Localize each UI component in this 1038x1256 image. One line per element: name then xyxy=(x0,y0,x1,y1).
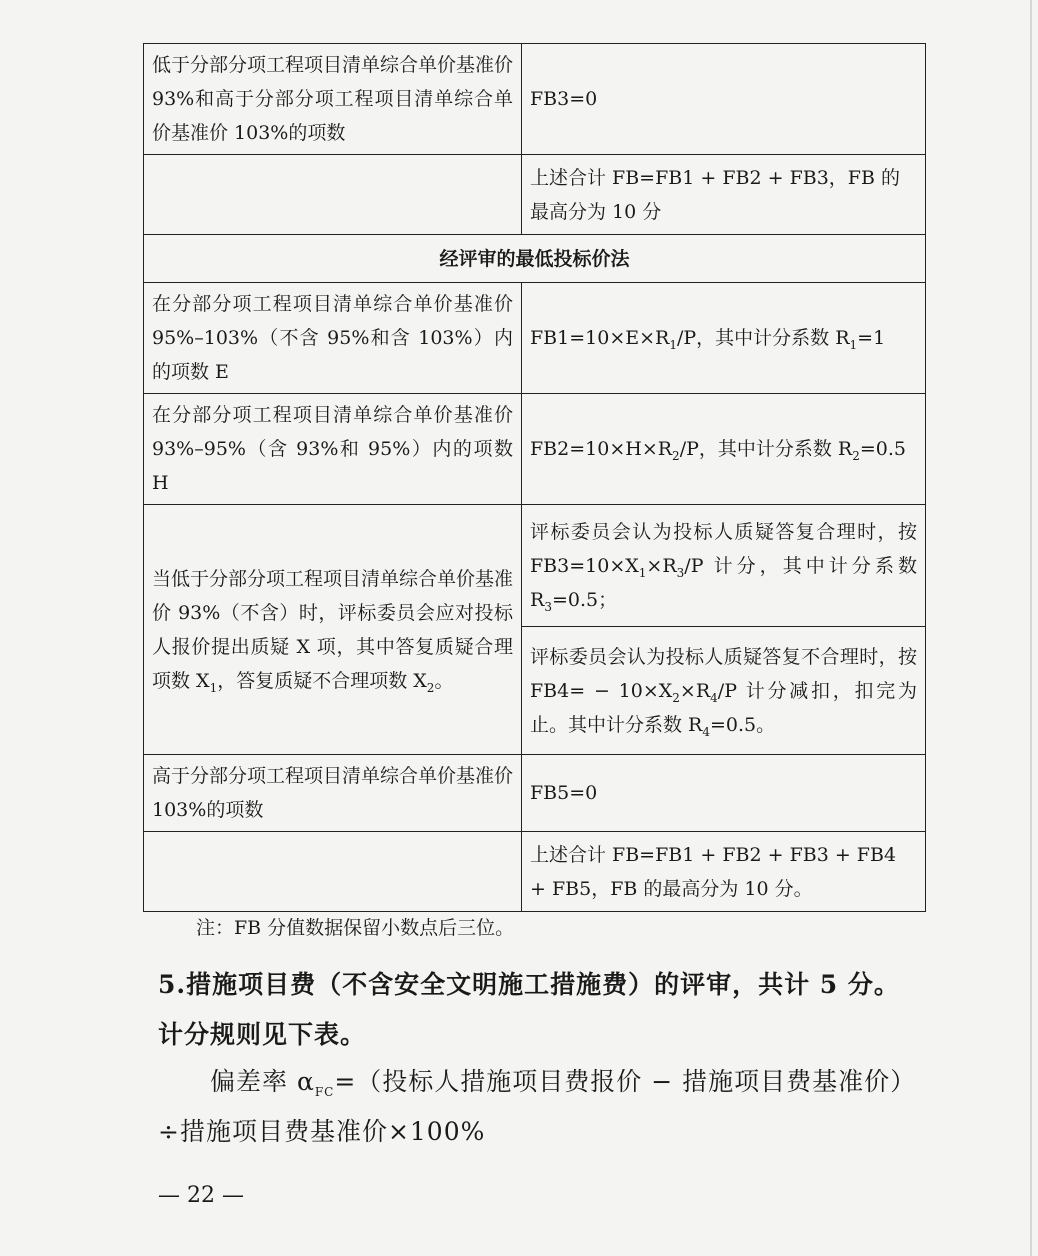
formula-part: =0.5； xyxy=(551,588,618,611)
formula-part: /P 计分减扣，扣完为止。其中计分系数 R xyxy=(530,679,917,736)
table-cell: 上述合计 FB=FB1 + FB2 + FB3 + FB4 + FB5，FB 的最高分为 10 分。 xyxy=(522,832,926,912)
table-row xyxy=(144,394,926,505)
table-row xyxy=(144,505,926,627)
formula-line1 xyxy=(210,1062,916,1098)
page-number: — 22 — xyxy=(158,1183,244,1208)
table-cell xyxy=(522,505,926,627)
subscript: 2 xyxy=(672,690,680,705)
table-cell: 上述合计 FB=FB1 + FB2 + FB3，FB 的最高分为 10 分 xyxy=(522,155,926,235)
table-row xyxy=(144,155,926,235)
table-cell: 在分部分项工程项目清单综合单价基准价 95%–103%（不含 95%和含 103%）内的项数 E xyxy=(144,283,522,394)
subscript: 2 xyxy=(426,680,435,695)
formula-part: =1 xyxy=(857,327,886,349)
subscript: 4 xyxy=(702,724,710,739)
formula-part: FB1=10×E×R xyxy=(530,327,670,349)
text-part: 当低于分部分项工程项目清单综合单价基准价 93%（不含）时，评标委员会应对投标人报价提出质疑 X 项，其中答复质疑合理项数 X xyxy=(152,567,514,692)
section-heading-line1: 5.措施项目费（不含安全文明施工措施费）的评审，共计 5 分。 xyxy=(158,970,900,999)
table-note: 注：FB 分值数据保留小数点后三位。 xyxy=(196,917,515,939)
table-row xyxy=(144,283,926,394)
formula-part: 评标委员会认为投标人质疑答复不合理时，按 FB4= − 10×X xyxy=(530,645,917,702)
subscript: 3 xyxy=(676,565,685,580)
subscript: FC xyxy=(314,1085,335,1099)
table-cell-empty xyxy=(144,832,522,912)
section-heading: 经评审的最低投标价法 xyxy=(144,235,926,283)
table-row xyxy=(144,832,926,912)
table-row xyxy=(144,44,926,155)
table-cell: FB3=0 xyxy=(522,44,926,155)
section-heading-line2: 计分规则见下表。 xyxy=(158,1020,367,1049)
formula-part: /P，其中计分系数 R xyxy=(677,327,850,349)
table-cell: 高于分部分项工程项目清单综合单价基准价 103%的项数 xyxy=(144,755,522,832)
text-part: ，答复质疑不合理项数 X xyxy=(217,669,427,692)
formula-part: ×R xyxy=(646,554,677,577)
formula-part: =0.5。 xyxy=(710,713,776,736)
table-cell: 在分部分项工程项目清单综合单价基准价 93%–95%（含 93%和 95%）内的项数 H xyxy=(144,394,522,505)
subscript: 2 xyxy=(672,448,680,463)
table-cell: FB5=0 xyxy=(522,755,926,832)
formula-part: =0.5 xyxy=(859,438,906,460)
formula-part: ×R xyxy=(679,679,711,702)
subscript: 1 xyxy=(669,337,677,352)
page-edge-line xyxy=(1030,0,1032,1256)
formula-part: =（投标人措施项目费报价 − 措施项目费基准价） xyxy=(334,1067,917,1096)
table-cell-empty xyxy=(144,155,522,235)
table-row xyxy=(144,755,926,832)
formula-part: 偏差率 α xyxy=(210,1067,315,1096)
scoring-rules-table xyxy=(143,43,926,912)
subscript: 1 xyxy=(209,680,218,695)
subscript: 4 xyxy=(710,690,718,705)
formula-line2: ÷措施项目费基准价×100% xyxy=(158,1117,486,1146)
subscript: 1 xyxy=(849,337,858,352)
subscript: 1 xyxy=(638,565,647,580)
formula-part: /P 计分，其中计分系数 R xyxy=(530,554,917,611)
table-cell xyxy=(522,394,926,505)
table-row xyxy=(144,235,926,283)
formula-part: 评标委员会认为投标人质疑答复合理时，按 FB3=10×X xyxy=(530,520,917,577)
table-cell xyxy=(144,505,522,755)
subscript: 2 xyxy=(852,448,860,463)
formula-part: FB2=10×H×R xyxy=(530,438,673,460)
table-cell xyxy=(522,283,926,394)
text-part: 。 xyxy=(434,669,454,692)
table-cell: 低于分部分项工程项目清单综合单价基准价 93%和高于分部分项工程项目清单综合单价基准价 103%的项数 xyxy=(144,44,522,155)
table-cell xyxy=(522,627,926,755)
subscript: 3 xyxy=(544,599,552,614)
formula-part: /P，其中计分系数 R xyxy=(679,438,853,460)
